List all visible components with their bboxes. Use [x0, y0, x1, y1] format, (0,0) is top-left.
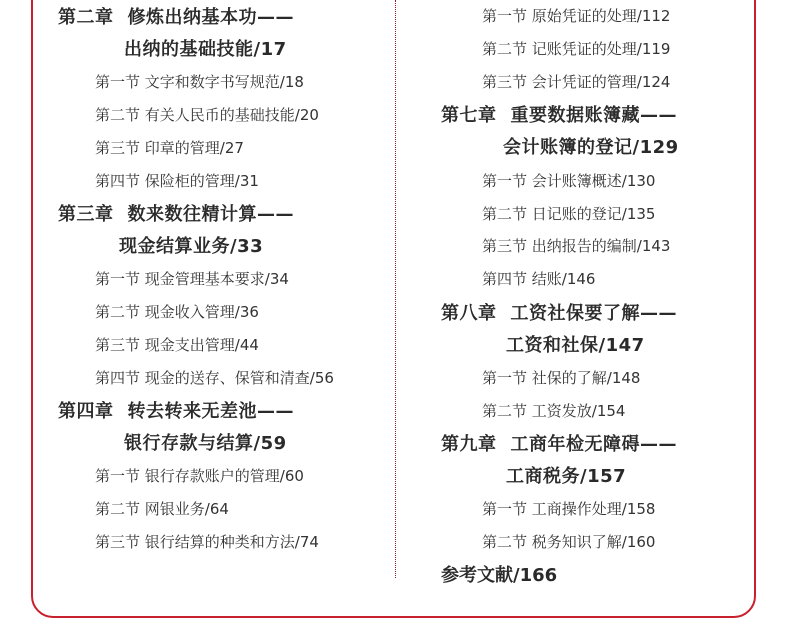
toc-section-entry[interactable]: 第一节 原始凭证的处理/112 [482, 7, 671, 25]
toc-section-entry[interactable]: 第四节 现金的送存、保管和清查/56 [95, 369, 334, 387]
chapter-2-heading[interactable] [58, 9, 294, 27]
toc-section-entry[interactable]: 第二节 税务知识了解/160 [482, 533, 656, 551]
toc-section-entry[interactable]: 第一节 会计账簿概述/130 [482, 172, 656, 190]
chapter-4-subtitle[interactable]: 银行存款与结算/59 [124, 433, 287, 454]
toc-section-entry[interactable]: 第一节 现金管理基本要求/34 [95, 270, 289, 288]
toc-section-entry[interactable]: 第二节 日记账的登记/135 [482, 205, 656, 223]
chapter-8-number: 第八章 [441, 303, 497, 324]
chapter-3-heading[interactable] [58, 206, 294, 224]
toc-section-entry[interactable]: 第二节 网银业务/64 [95, 500, 229, 518]
chapter-8-title: 工资社保要了解—— [510, 303, 677, 324]
toc-section-entry[interactable]: 第三节 银行结算的种类和方法/74 [95, 533, 319, 551]
chapter-8-subtitle[interactable]: 工资和社保/147 [506, 335, 645, 356]
toc-section-entry[interactable]: 第二节 记账凭证的处理/119 [482, 40, 671, 58]
toc-section-entry[interactable]: 第一节 银行存款账户的管理/60 [95, 467, 304, 485]
toc-section-entry[interactable]: 第一节 工商操作处理/158 [482, 500, 656, 518]
toc-section-entry[interactable]: 第三节 会计凭证的管理/124 [482, 73, 671, 91]
chapter-3-number: 第三章 [58, 204, 114, 225]
toc-section-entry[interactable]: 第一节 社保的了解/148 [482, 369, 641, 387]
chapter-2-subtitle[interactable]: 出纳的基础技能/17 [124, 39, 287, 60]
chapter-2-number: 第二章 [58, 7, 114, 28]
toc-section-entry[interactable]: 第二节 现金收入管理/36 [95, 303, 259, 321]
column-divider [395, 0, 396, 578]
chapter-4-number: 第四章 [58, 401, 114, 422]
chapter-9-subtitle[interactable]: 工商税务/157 [506, 466, 627, 487]
chapter-4-heading[interactable] [58, 403, 294, 421]
toc-section-entry[interactable]: 第一节 文字和数字书写规范/18 [95, 73, 304, 91]
toc-section-entry[interactable]: 第二节 有关人民币的基础技能/20 [95, 106, 319, 124]
toc-section-entry[interactable]: 第三节 印章的管理/27 [95, 139, 244, 157]
chapter-9-number: 第九章 [441, 434, 497, 455]
chapter-4-title: 转去转来无差池—— [127, 401, 294, 422]
toc-section-entry[interactable]: 第二节 工资发放/154 [482, 402, 626, 420]
chapter-8-heading[interactable] [441, 305, 677, 323]
toc-section-entry[interactable]: 第四节 结账/146 [482, 270, 596, 288]
chapter-2-title: 修炼出纳基本功—— [127, 7, 294, 28]
toc-section-entry[interactable]: 第三节 出纳报告的编制/143 [482, 237, 671, 255]
chapter-7-heading[interactable] [441, 107, 677, 125]
chapter-3-title: 数来数往精计算—— [127, 204, 294, 225]
chapter-7-subtitle[interactable]: 会计账簿的登记/129 [503, 137, 679, 158]
references-entry[interactable]: 参考文献/166 [441, 565, 558, 586]
chapter-7-title: 重要数据账簿藏—— [510, 105, 677, 126]
chapter-9-title: 工商年检无障碍—— [510, 434, 677, 455]
chapter-3-subtitle[interactable]: 现金结算业务/33 [119, 236, 264, 257]
toc-section-entry[interactable]: 第三节 现金支出管理/44 [95, 336, 259, 354]
chapter-9-heading[interactable] [441, 436, 677, 454]
chapter-7-number: 第七章 [441, 105, 497, 126]
toc-section-entry[interactable]: 第四节 保险柜的管理/31 [95, 172, 259, 190]
